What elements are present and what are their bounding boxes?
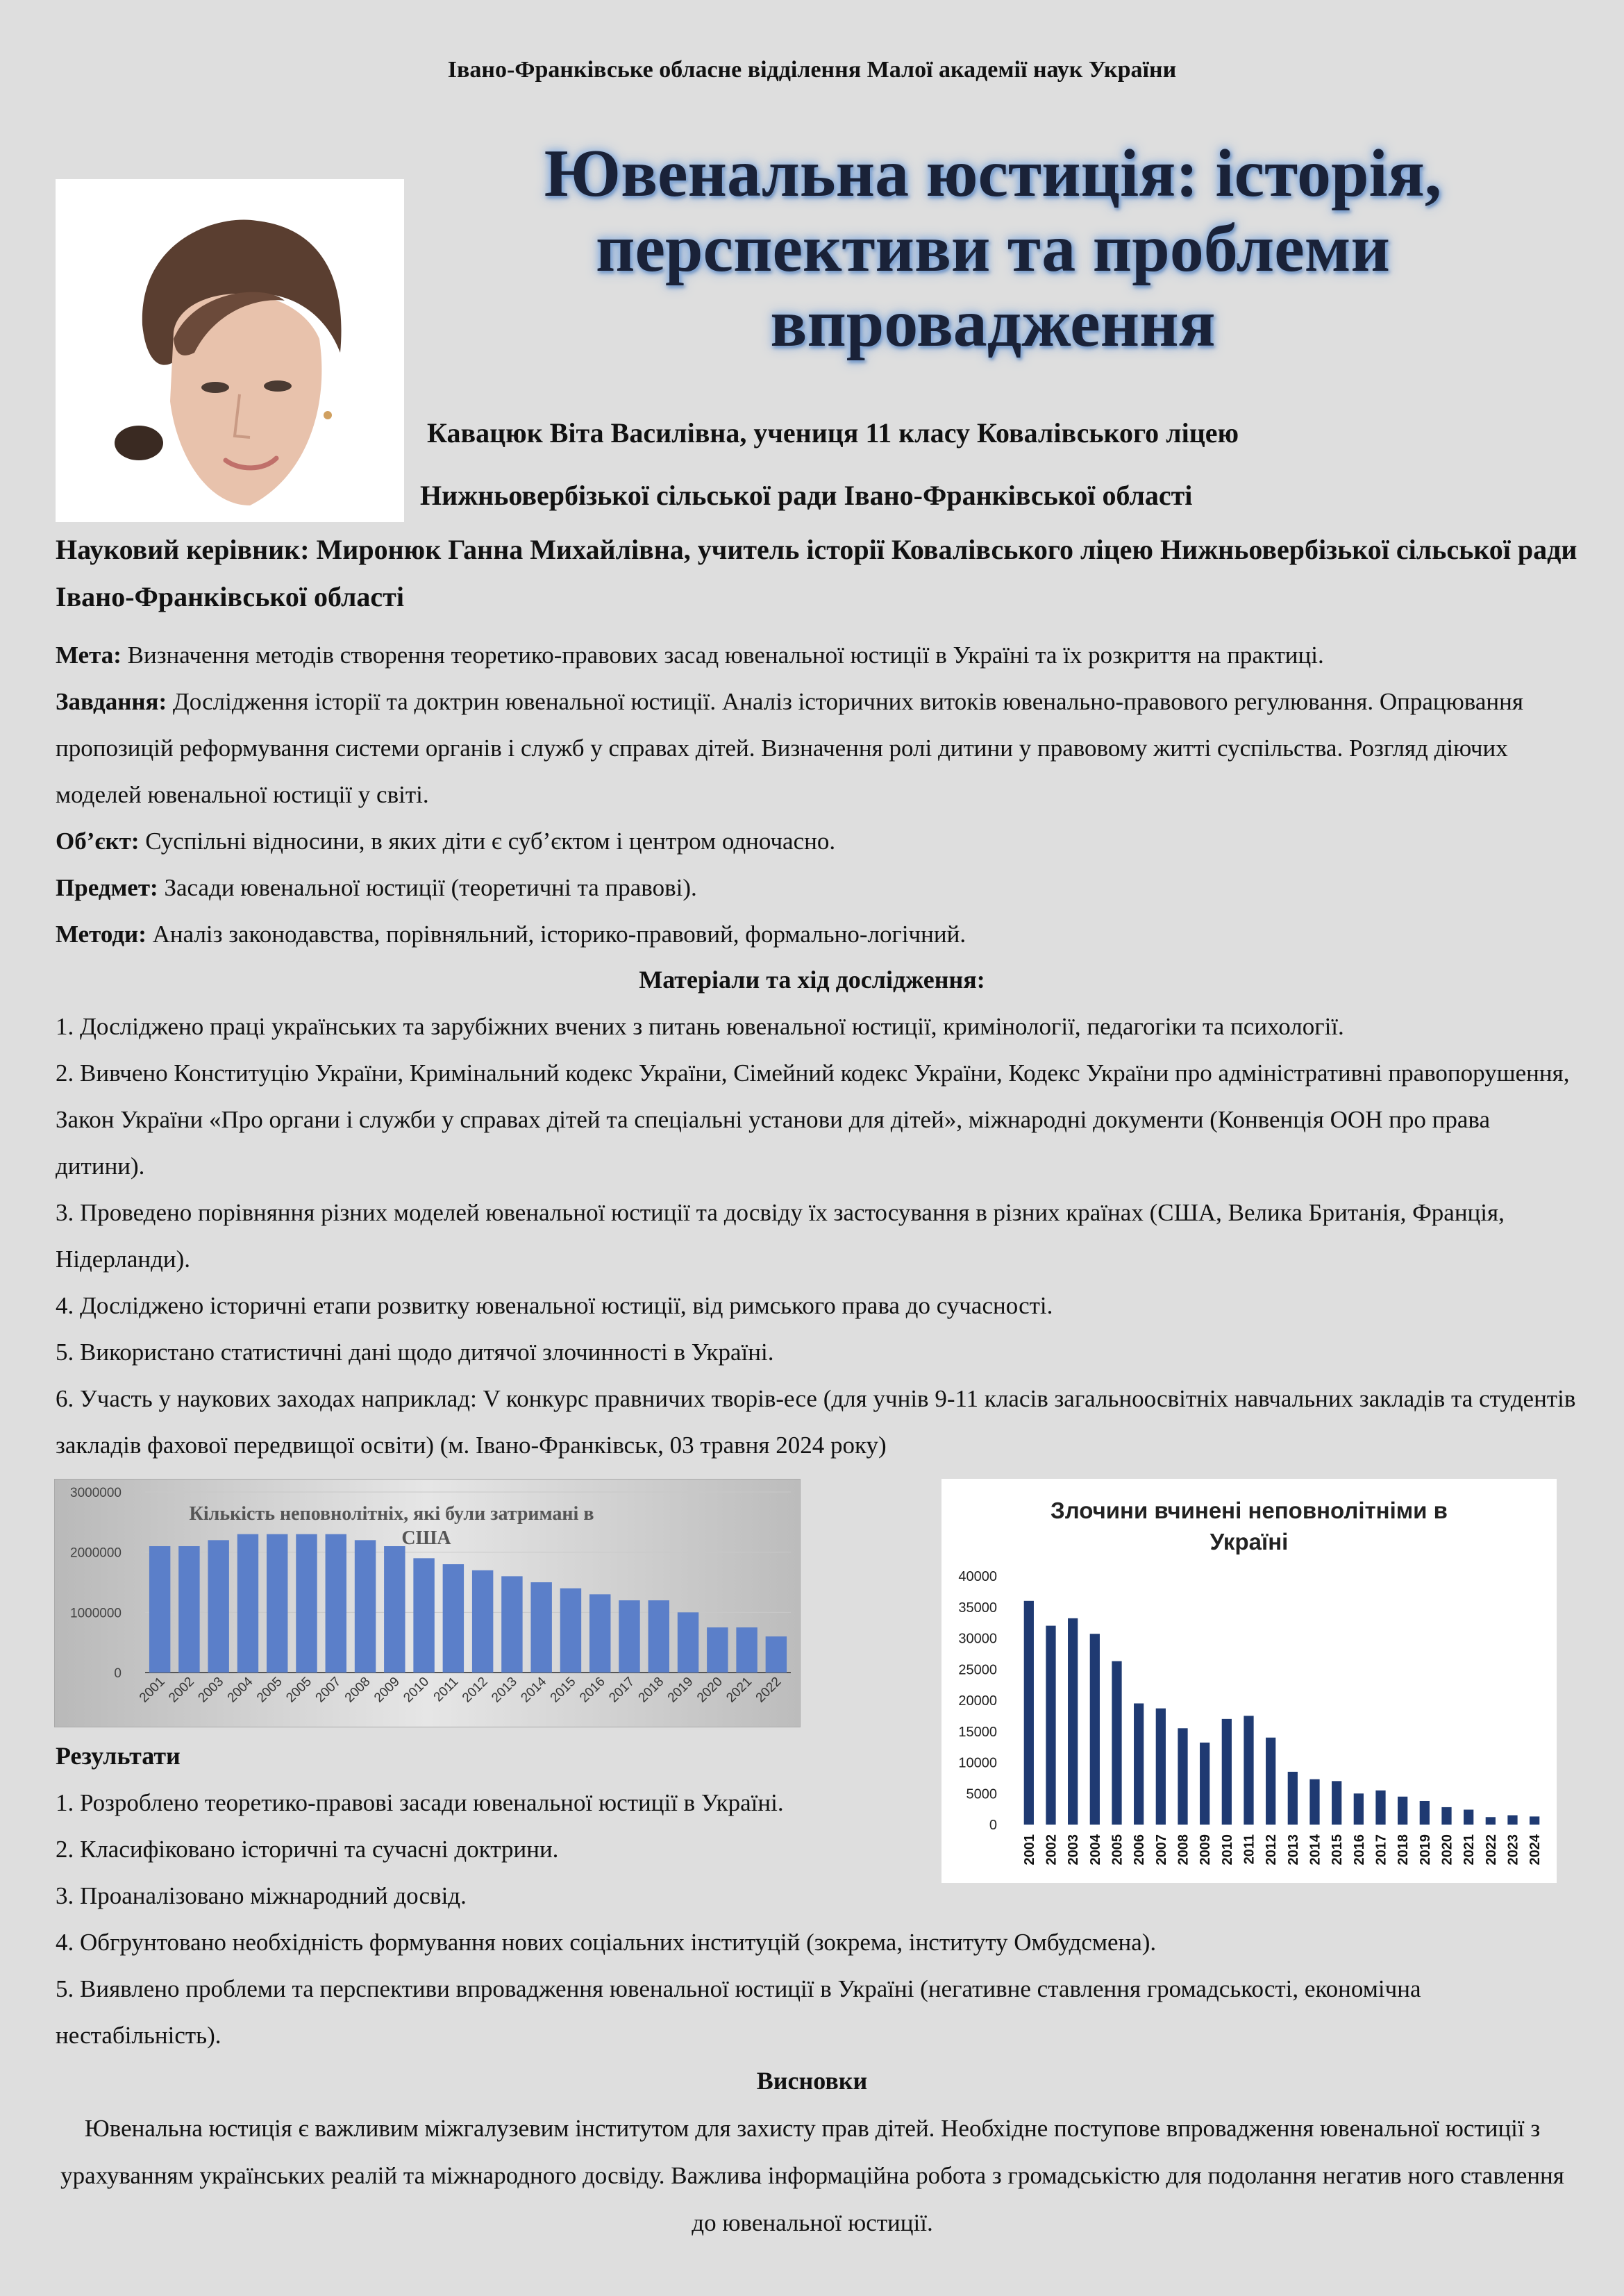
results-item: 2. Класифіковано історичні та сучасні доктрини. [56, 1836, 559, 1863]
chart-usa-bar [296, 1534, 317, 1673]
chart-usa-x-tick: 2022 [753, 1674, 785, 1706]
author-line-1: Кавацюк Віта Василівна, учениця 11 класу Ковалівського ліцею [427, 417, 1239, 449]
chart-ukraine-bar [1068, 1618, 1078, 1825]
chart-ukraine-x-tick: 2005 [1110, 1834, 1125, 1866]
results-item: 3. Проаналізовано міжнародний досвід. [56, 1882, 467, 1909]
chart-ukraine-bar [1288, 1772, 1298, 1825]
chart-ukraine-bar [1375, 1791, 1385, 1825]
chart-usa-x-tick: 2001 [136, 1674, 168, 1706]
chart-usa-bar [678, 1612, 698, 1673]
chart-usa-bar [178, 1546, 199, 1673]
chart-usa-bar [413, 1558, 434, 1673]
chart-ukraine-x-tick: 2021 [1462, 1834, 1477, 1866]
chart-usa-bar [326, 1534, 346, 1673]
materials-item: 4. Досліджено історичні етапи розвитку ювенальної юстиції, від римського права до сучасності. [56, 1292, 1053, 1319]
chart-usa-x-tick: 2005 [254, 1674, 285, 1706]
chart-usa-y-tick: 0 [114, 1666, 122, 1681]
chart-ukraine-y-tick: 10000 [958, 1755, 997, 1771]
conclusions-text: Ювенальна юстиція є важливим міжгалузевим інститутом для захисту прав дітей. Необхідне поступове впровадження ювенальної юстиції з урахуванням українських реалій та міжнародного досвіду. Важлива інформаційна робота з громадськістю для подолання негатив ного ставлення до ювенальної юстиції. [60, 2115, 1564, 2236]
chart-ukraine-x-tick: 2014 [1307, 1834, 1323, 1866]
chart-usa-x-tick: 2003 [195, 1674, 227, 1706]
chart-ukraine-x-tick: 2006 [1132, 1834, 1148, 1866]
chart-ukraine-bar [1090, 1634, 1100, 1825]
chart-ukraine-svg [941, 1479, 1557, 1883]
chart-usa-x-tick: 2014 [518, 1674, 550, 1706]
chart-usa-bar [355, 1540, 376, 1673]
chart-ukraine-y-tick: 30000 [958, 1631, 997, 1647]
results-item: 1. Розроблено теоретико-правові засади ювенальної юстиції в Україні. [56, 1789, 784, 1816]
chart-ukraine-bar [1332, 1781, 1341, 1825]
object-paragraph [56, 818, 1583, 864]
chart-ukraine-x-tick: 2008 [1175, 1834, 1191, 1866]
chart-ukraine-x-tick: 2015 [1330, 1834, 1346, 1866]
chart-usa-bar [560, 1589, 581, 1673]
chart-usa-x-tick: 2012 [459, 1674, 491, 1706]
chart-ukraine-x-tick: 2010 [1219, 1834, 1235, 1866]
chart-ukraine-x-tick: 2004 [1087, 1834, 1103, 1866]
chart-ukraine-x-tick: 2019 [1417, 1834, 1433, 1866]
chart-ukraine-x-tick: 2023 [1505, 1834, 1521, 1866]
chart-usa-x-tick: 2017 [606, 1674, 638, 1706]
goal-text: Визначення методів створення теоретико-правових засад ювенальної юстиції в Україні та їх розкриття на практиці. [121, 642, 1324, 669]
chart-usa-bar [648, 1600, 669, 1673]
chart-ukraine-y-tick: 0 [989, 1818, 997, 1833]
organization-name: Івано-Франківське обласне відділення Малої академії наук України [447, 57, 1177, 83]
chart-usa-x-tick: 2007 [312, 1674, 344, 1706]
chart-usa-x-tick: 2008 [342, 1674, 374, 1706]
title-line-3: впровадження [770, 286, 1216, 361]
chart-usa-y-tick: 1000000 [70, 1606, 122, 1621]
author-photo [56, 179, 404, 522]
chart-ukraine-x-tick: 2009 [1198, 1834, 1214, 1866]
materials-item: 1. Досліджено праці українських та зарубіжних вчених з питань ювенальної юстиції, кримінології, педагогіки та психології. [56, 1013, 1344, 1040]
materials-heading: Матеріали та хід дослідження: [639, 966, 985, 994]
conclusions-heading: Висновки [756, 2067, 868, 2095]
chart-ukraine-y-tick: 40000 [958, 1569, 997, 1584]
chart-usa-y-tick: 3000000 [70, 1486, 122, 1500]
chart-usa-bar [443, 1564, 464, 1673]
chart-ukraine-bar [1398, 1797, 1407, 1825]
chart-ukraine-bar [1354, 1793, 1364, 1825]
chart-usa-bar [766, 1636, 787, 1673]
chart-ukraine-y-tick: 35000 [958, 1600, 997, 1616]
object-text: Суспільні відносини, в яких діти є суб’єктом і центром одночасно. [139, 828, 836, 855]
goal-label: Мета: [56, 642, 122, 669]
poster-title [430, 136, 1555, 361]
chart-usa-x-tick: 2011 [430, 1674, 462, 1705]
results-list-short [56, 1779, 923, 1919]
chart-usa-bar [501, 1576, 522, 1673]
chart-ukraine-y-tick: 5000 [966, 1786, 997, 1802]
methods-label: Методи: [56, 921, 147, 948]
chart-ukraine-bar [1464, 1810, 1473, 1825]
chart-usa-x-tick: 2013 [489, 1674, 520, 1706]
chart-ukraine-bar [1441, 1807, 1451, 1825]
chart-usa-y-tick: 2000000 [70, 1545, 122, 1561]
chart-usa-x-tick: 2020 [694, 1674, 726, 1706]
chart-usa-bar [530, 1582, 551, 1673]
chart-usa-title-line-2: США [401, 1527, 451, 1549]
chart-ukraine-x-tick: 2017 [1373, 1834, 1389, 1866]
chart-usa-x-tick: 2009 [371, 1674, 403, 1706]
chart-ukraine-x-tick: 2013 [1285, 1834, 1301, 1866]
chart-ukraine-y-tick: 20000 [958, 1693, 997, 1709]
chart-ukraine-x-tick: 2007 [1153, 1834, 1169, 1866]
chart-ukraine-x-tick: 2016 [1351, 1834, 1367, 1866]
portrait-image [56, 179, 404, 522]
chart-ukraine-y-tick: 25000 [958, 1662, 997, 1678]
materials-list [56, 1003, 1583, 1468]
title-line-2: перспективи та проблеми [596, 211, 1390, 286]
chart-usa-x-tick: 2018 [635, 1674, 667, 1706]
chart-ukraine-x-tick: 2011 [1241, 1834, 1257, 1865]
materials-item: 6. Участь у наукових заходах наприклад: V конкурс правничих творів-есе (для учнів 9-11 класів загальноосвітніх навчальних закладів та студентів закладів фахової передвищої освіти) (м. Івано-Франківськ, 03 травня 2024 року) [56, 1385, 1576, 1459]
chart-usa-x-tick: 2010 [401, 1674, 433, 1706]
sections-block [56, 632, 1583, 957]
chart-usa-bar [707, 1627, 728, 1673]
chart-ukraine-bar [1530, 1816, 1539, 1825]
title-line-1: Ювенальна юстиція: історія, [544, 136, 1442, 211]
supervisor-text: Науковий керівник: Миронюк Ганна Михайлівна, учитель історії Ковалівського ліцею Нижньовербізької сільської ради Івано-Франківської області [56, 534, 1577, 612]
chart-usa-bar [237, 1534, 258, 1673]
chart-usa-bar [267, 1534, 287, 1673]
goal-paragraph [56, 632, 1583, 678]
materials-item: 3. Проведено порівняння різних моделей ювенальної юстиції та досвіду їх застосування в різних країнах (США, Велика Британія, Франція, Нідерланди). [56, 1199, 1505, 1273]
object-label: Об’єкт: [56, 828, 140, 855]
chart-usa-bar [589, 1594, 610, 1673]
chart-usa-x-tick: 2019 [664, 1674, 696, 1706]
chart-ukraine-x-tick: 2002 [1044, 1834, 1060, 1866]
chart-usa-x-tick: 2002 [166, 1674, 197, 1706]
chart-ukraine-title-line-2: Україні [1209, 1529, 1289, 1555]
results-item: 4. Обгрунтовано необхідність формування нових соціальних інституцій (зокрема, інституту Омбудсмена). [56, 1929, 1157, 1956]
author-line-2: Нижньовербізької сільської ради Івано-Франківської області [420, 480, 1193, 511]
results-heading: Результати [56, 1742, 181, 1770]
materials-item: 2. Вивчено Конституцію України, Кримінальний кодекс України, Сімейний кодекс України, Кодекс України про адміністративні правопорушення, Закон України «Про органи і служби у справах дітей та спеціальні установи для дітей», міжнародні документи (Конвенція ООН про права дитини). [56, 1059, 1570, 1180]
chart-ukraine-x-tick: 2022 [1483, 1834, 1499, 1866]
methods-paragraph [56, 911, 1583, 957]
tasks-text: Дослідження історії та доктрин ювенальної юстиції. Аналіз історичних витоків ювенально-правового регулювання. Опрацювання пропозицій реформування системи органів і служб у справах дітей. Визначення ролі дитини у правовому житті суспільства. Розгляд діючих моделей ювенальної юстиції у світі. [56, 688, 1523, 808]
methods-text: Аналіз законодавства, порівняльний, історико-правовий, формально-логічний. [146, 921, 966, 948]
chart-ukraine-x-tick: 2012 [1264, 1834, 1280, 1866]
chart-usa-svg [55, 1480, 800, 1727]
chart-ukraine-crimes [941, 1479, 1557, 1883]
subject-text: Засади ювенальної юстиції (теоретичні та правові). [158, 874, 697, 901]
chart-usa-bar [736, 1627, 757, 1673]
tasks-paragraph [56, 678, 1583, 818]
chart-ukraine-x-tick: 2024 [1527, 1834, 1543, 1866]
chart-ukraine-bar [1024, 1601, 1034, 1825]
chart-usa-x-tick: 2004 [224, 1674, 256, 1706]
chart-usa-x-tick: 2005 [283, 1674, 315, 1706]
tasks-label: Завдання: [56, 688, 167, 715]
chart-ukraine-bar [1420, 1801, 1430, 1825]
subject-label: Предмет: [56, 874, 158, 901]
chart-ukraine-y-tick: 15000 [958, 1724, 997, 1740]
chart-usa-bar [149, 1546, 170, 1673]
results-list-long [56, 1919, 1583, 2059]
chart-ukraine-bar [1486, 1817, 1496, 1825]
chart-usa-bar [208, 1540, 228, 1673]
chart-ukraine-x-tick: 2020 [1439, 1834, 1455, 1866]
chart-usa-bar [384, 1546, 405, 1673]
chart-usa-x-tick: 2016 [577, 1674, 608, 1706]
chart-usa-bar [472, 1570, 493, 1673]
chart-ukraine-bar [1309, 1779, 1319, 1825]
chart-ukraine-bar [1046, 1626, 1055, 1825]
chart-ukraine-title-line-1: Злочини вчинені неповнолітніми в [1050, 1498, 1448, 1523]
chart-ukraine-x-tick: 2018 [1396, 1834, 1412, 1866]
chart-ukraine-x-tick: 2001 [1021, 1834, 1037, 1866]
subject-paragraph [56, 864, 1583, 911]
chart-ukraine-bar [1507, 1816, 1517, 1825]
materials-item: 5. Використано статистичні дані щодо дитячої злочинності в Україні. [56, 1339, 774, 1366]
results-item: 5. Виявлено проблеми та перспективи впровадження ювенальної юстиції в Україні (негативне ставлення громадськості, економічна нестабільність). [56, 1975, 1421, 2049]
chart-usa-x-tick: 2021 [723, 1674, 755, 1706]
chart-usa-title-line-1: Кількість неповнолітніх, які були затримані в [189, 1503, 594, 1525]
chart-usa-bar [619, 1600, 639, 1673]
chart-usa-x-tick: 2015 [547, 1674, 579, 1706]
chart-ukraine-x-tick: 2003 [1066, 1834, 1082, 1866]
chart-usa-detained [54, 1479, 801, 1727]
